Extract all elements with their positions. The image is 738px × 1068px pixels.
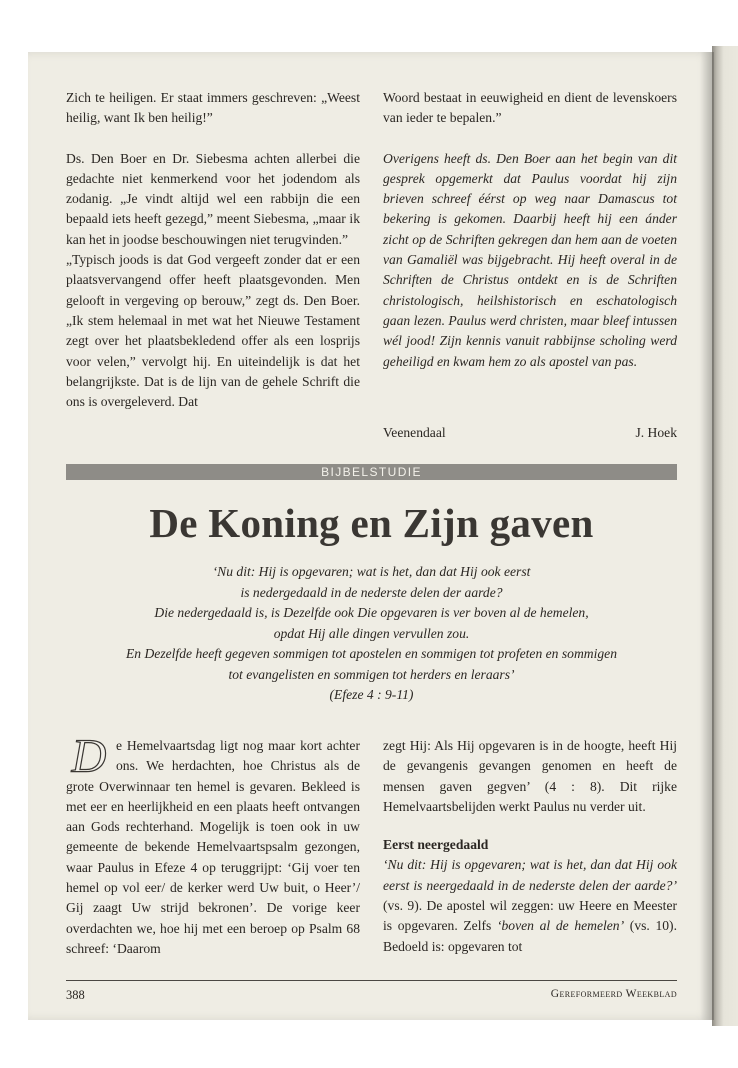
epigraph-line: is nedergedaald in de nederste delen der aarde? xyxy=(240,584,503,600)
paragraph-text: e Hemelvaartsdag ligt nog maar kort achter ons. We herdachten, hoe Christus als de grote Overwinnaar ten hemel is gevaren. Bekleed is met eer en heerlijkheid en een plaats heeft ontvangen aan Gods rechterhand. Mogelijk is toen ook in uw gemeente de bekende Hemelvaartspsalm gezongen, waar Paulus in Efeze 4 op teruggrijpt: ‘Gij voer ten hemel op vol eer/ de kerker werd Uw buit, o Heer’/ Gij zaagt Uw strijd bekronen’. De vorige keer overdachten we, hoe hij met een beroep op Psalm 68 schreef: ‘Daarom xyxy=(66,738,360,956)
article-top-right-column xyxy=(383,88,677,372)
magazine-name: Gereformeerd Weekblad xyxy=(550,988,677,1000)
next-page-edge xyxy=(712,46,738,1026)
paragraph-text: (vs. 9). De apostel wil zeggen: uw Heere en Meester is opgevaren. Zelfs xyxy=(383,898,677,934)
paragraph: Woord bestaat in eeuwigheid en dient de levenskoers van ieder te bepalen.” xyxy=(383,90,677,126)
epigraph-line: opdat Hij alle dingen vervullen zou. xyxy=(273,625,470,641)
article-top-left-column xyxy=(66,88,360,412)
footer-rule xyxy=(66,980,677,981)
paragraph xyxy=(66,730,360,959)
epigraph xyxy=(66,562,677,706)
article-bottom-right-column xyxy=(383,736,677,957)
paragraph xyxy=(383,855,677,956)
subheading: Eerst neergedaald xyxy=(383,837,489,853)
gutter-shadow xyxy=(700,52,714,1020)
article-bottom-left-column xyxy=(66,730,360,959)
epigraph-line: En Dezelfde heeft gegeven sommigen tot apostelen en sommigen tot profeten en sommigen xyxy=(125,646,617,661)
paragraph: „Typisch joods is dat God vergeeft zonder dat er een plaatsvervangend offer heeft plaatsgevonden. Men gelooft in vergeving op berouw,” zegt ds. Den Boer. „Ik stem helemaal in met wat het Nieuwe Testament zegt over het plaatsbekledend offer als een losprijs voor velen,” vervolgt hij. En uiteindelijk is dat het belangrijkste. Dat is de lijn van de gehele Schrift die ons is overgeleverd. Dat xyxy=(66,252,360,410)
section-bar xyxy=(66,464,677,480)
scripture-quote: ‘Nu dit: Hij is opgevaren; wat is het, dan dat Hij ook eerst is neergedaald in de nederste delen der aarde?’ xyxy=(383,857,677,893)
epigraph-reference: (Efeze 4 : 9-11) xyxy=(329,687,414,702)
signature-place: Veenendaal xyxy=(383,425,446,440)
paragraph: Ds. Den Boer en Dr. Siebesma achten allerbei die gedachte niet kenmerkend voor het jodendom als zodanig. „Je vindt altijd wel een rabbijn die een bepaald iets heeft gezegd,” meent Siebesma, „maar ik kan het in joodse beschouwingen niet terugvinden.” xyxy=(66,150,360,247)
signature xyxy=(383,425,677,441)
italic-paragraph: Overigens heeft ds. Den Boer aan het begin van dit gesprek opgemerkt dat Paulus voordat hij zijn brieven schreef éérst op weg naar Damascus tot bekering is gekomen. Daarbij heeft hij een ánder zicht op de Schriften gekregen dan hem aan de voeten van Gamaliël was bijgebracht. Hij heeft overal in de Schriften de Christus ontdekt en is de Schriften christologisch, heilshistorisch en eschatologisch gaan lezen. Paulus werd christen, maar bleef intussen wél jood! Zijn kennis vanuit rabbijnse scholing werd geheiligd en kwam hem zo als apostel van pas. xyxy=(383,150,677,369)
epigraph-line: Die nedergedaald is, is Dezelfde ook Die opgevaren is ver boven al de hemelen, xyxy=(154,605,589,620)
epigraph-line: tot evangelisten en sommigen tot herders en leraars’ xyxy=(228,666,515,682)
signature-name: J. Hoek xyxy=(635,425,677,440)
page-number: 388 xyxy=(66,988,85,1002)
headline: De Koning en Zijn gaven xyxy=(149,500,594,546)
epigraph-line: ‘Nu dit: Hij is opgevaren; wat is het, dan dat Hij ook eerst xyxy=(212,564,531,579)
scripture-quote: ‘boven al de hemelen’ xyxy=(496,918,625,934)
section-label: BIJBELSTUDIE xyxy=(321,465,422,479)
paragraph: Zich te heiligen. Er staat immers geschreven: „Weest heilig, want Ik ben heilig!” xyxy=(66,90,360,126)
paragraph-text: (vs. 10). Bedoeld is: opgevaren tot xyxy=(383,918,677,954)
drop-cap: D xyxy=(71,730,107,783)
paragraph: zegt Hij: Als Hij opgevaren is in de hoogte, heeft Hij de gevangenis gevangen genomen en heeft de mensen gaven gegven’ (4 : 8). Dit rijke Hemelvaartsbelijden werkt Paulus nu verder uit. xyxy=(383,738,677,814)
